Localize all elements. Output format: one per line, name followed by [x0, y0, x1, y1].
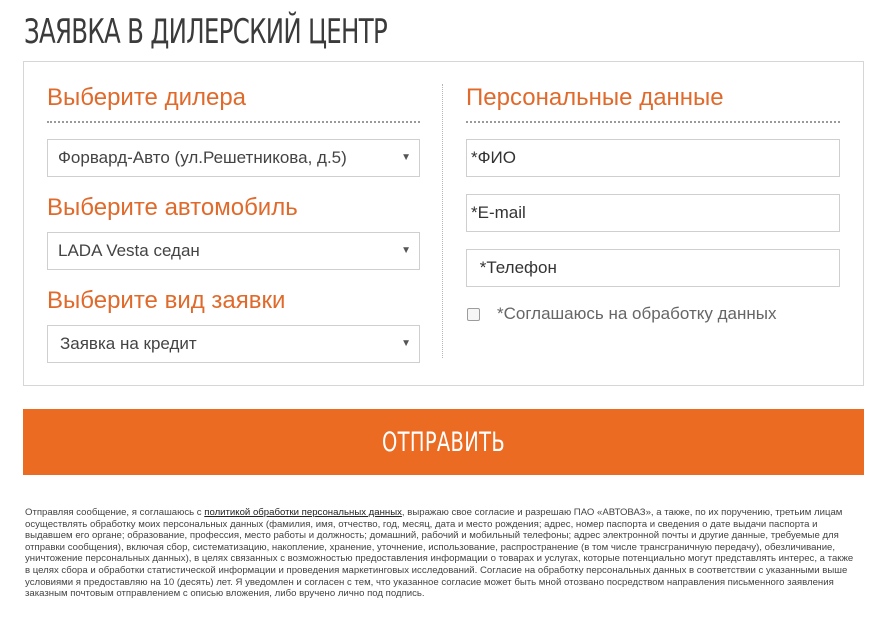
form-column-divider: [442, 84, 443, 358]
request-type-section-title: Выберите вид заявки: [47, 287, 286, 314]
consent-row: [467, 303, 776, 325]
disclaimer-text-after: , выражаю свое согласие и разрешаю ПАО «АВТОВАЗ», а также, по их поручению, третьим лицам осуществлять обработку моих персональных данных (фамилия, имя, отчество, год, месяц, дата и место рождения; адрес, номер паспорта и сведения о дате выдачи паспорта и выдавшем его органе; образование, профессия, место работы и должность; домашний, рабочий и мобильный телефоны; адрес электронной почты и другие данные, требуемые для отправки сообщения), включая сбор, систематизацию, накопление, хранение, уточнение, использование, распространение (в том числе трансграничную передачу), обезличивание, уничтожение персональных данных), в целях связанных с возможностью предоставления информации о товарах и услугах, которые потенциально могут представлять интерес, а также в целях сбора и обработки статистической информации и проведения маркетинговых исследований. Согласие на обработку персональных данных в соответствии с указанными выше условиями я предоставляю на 10 (десять) лет. Я уведомлен и согласен с тем, что указанное согласие может быть мной отозвано посредством направления письменного заявления заказным почтовым отправлением с описью вложения, либо вручено лично под подпись.: [25, 507, 854, 600]
privacy-policy-link[interactable]: политикой обработки персональных данных: [204, 507, 402, 518]
personal-data-section-title: Персональные данные: [466, 84, 724, 111]
request-type-select[interactable]: [47, 325, 420, 363]
submit-button[interactable]: [23, 409, 864, 475]
dealer-select[interactable]: [47, 139, 420, 177]
personal-data-section-rule: [466, 121, 840, 123]
consent-label[interactable]: *Соглашаюсь на обработку данных: [497, 304, 777, 323]
caret-down-icon: ▼: [401, 245, 411, 256]
dealer-section-title: Выберите дилера: [47, 84, 247, 111]
dealer-section-rule: [47, 121, 420, 123]
car-select[interactable]: [47, 232, 420, 270]
car-section-title: Выберите автомобиль: [47, 194, 298, 221]
request-type-select-value: Заявка на кредит: [60, 334, 197, 353]
dealer-select-value: Форвард-Авто (ул.Решетникова, д.5): [58, 148, 347, 167]
email-field[interactable]: [466, 194, 840, 232]
car-select-value: LADA Vesta седан: [58, 241, 200, 260]
disclaimer-text-before: Отправляя сообщение, я соглашаюсь с: [25, 507, 205, 518]
submit-button-label: ОТПРАВИТЬ: [381, 426, 506, 458]
fio-field[interactable]: [466, 139, 840, 177]
caret-down-icon: ▼: [401, 338, 411, 349]
page-title: ЗАЯВКА В ДИЛЕРСКИЙ ЦЕНТР: [24, 12, 388, 52]
caret-down-icon: ▼: [401, 152, 411, 163]
phone-field[interactable]: [466, 249, 840, 287]
consent-checkbox[interactable]: [467, 308, 480, 321]
consent-disclaimer: [25, 507, 861, 600]
